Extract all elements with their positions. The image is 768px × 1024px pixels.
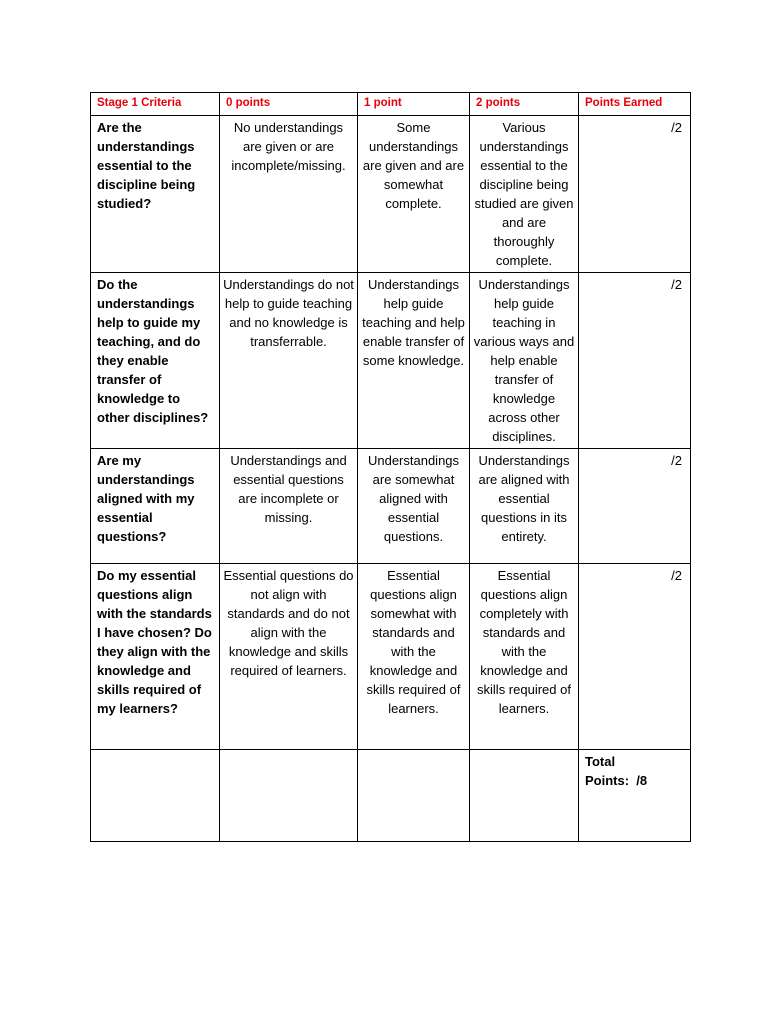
criterion-cell: Do the understandings help to guide my teaching, and do they enable transfer of knowledge to other disciplines? <box>91 273 220 449</box>
total-points-text: Points: /8 <box>585 773 648 788</box>
empty-cell <box>470 750 579 842</box>
points-earned-cell: /2 <box>579 273 691 449</box>
two-points-cell: Various understandings essential to the discipline being studied are given and are thoroughly complete. <box>470 116 579 273</box>
zero-points-cell: Essential questions do not align with standards and do not align with the knowledge and skills required of learners. <box>220 564 358 750</box>
two-points-cell: Understandings help guide teaching in various ways and help enable transfer of knowledge across other disciplines. <box>470 273 579 449</box>
empty-cell <box>358 750 470 842</box>
criterion-cell: Are my understandings aligned with my essential questions? <box>91 449 220 564</box>
two-points-cell: Essential questions align completely with standards and with the knowledge and skills required of learners. <box>470 564 579 750</box>
criteria-row <box>91 116 691 273</box>
points-earned-cell: /2 <box>579 449 691 564</box>
one-point-cell: Understandings help guide teaching and help enable transfer of some knowledge. <box>358 273 470 449</box>
criterion-cell: Are the understandings essential to the discipline being studied? <box>91 116 220 273</box>
rubric-table <box>90 92 691 842</box>
header-one-point: 1 point <box>358 93 470 116</box>
header-points-earned: Points Earned <box>579 93 691 116</box>
one-point-cell: Understandings are somewhat aligned with essential questions. <box>358 449 470 564</box>
header-zero-points: 0 points <box>220 93 358 116</box>
header-criteria: Stage 1 Criteria <box>91 93 220 116</box>
criteria-row <box>91 564 691 750</box>
zero-points-cell: No understandings are given or are incomplete/missing. <box>220 116 358 273</box>
criterion-cell: Do my essential questions align with the standards I have chosen? Do they align with the knowledge and skills required of my learners? <box>91 564 220 750</box>
criteria-row <box>91 449 691 564</box>
zero-points-cell: Understandings and essential questions are incomplete or missing. <box>220 449 358 564</box>
total-label: Total <box>585 754 616 769</box>
one-point-cell: Some understandings are given and are somewhat complete. <box>358 116 470 273</box>
zero-points-cell: Understandings do not help to guide teaching and no knowledge is transferrable. <box>220 273 358 449</box>
two-points-cell: Understandings are aligned with essential questions in its entirety. <box>470 449 579 564</box>
empty-cell <box>91 750 220 842</box>
empty-cell <box>220 750 358 842</box>
header-two-points: 2 points <box>470 93 579 116</box>
points-earned-cell: /2 <box>579 564 691 750</box>
total-points-cell <box>579 750 691 842</box>
total-row <box>91 750 691 842</box>
criteria-row <box>91 273 691 449</box>
header-row <box>91 93 691 116</box>
one-point-cell: Essential questions align somewhat with standards and with the knowledge and skills required of learners. <box>358 564 470 750</box>
points-earned-cell: /2 <box>579 116 691 273</box>
